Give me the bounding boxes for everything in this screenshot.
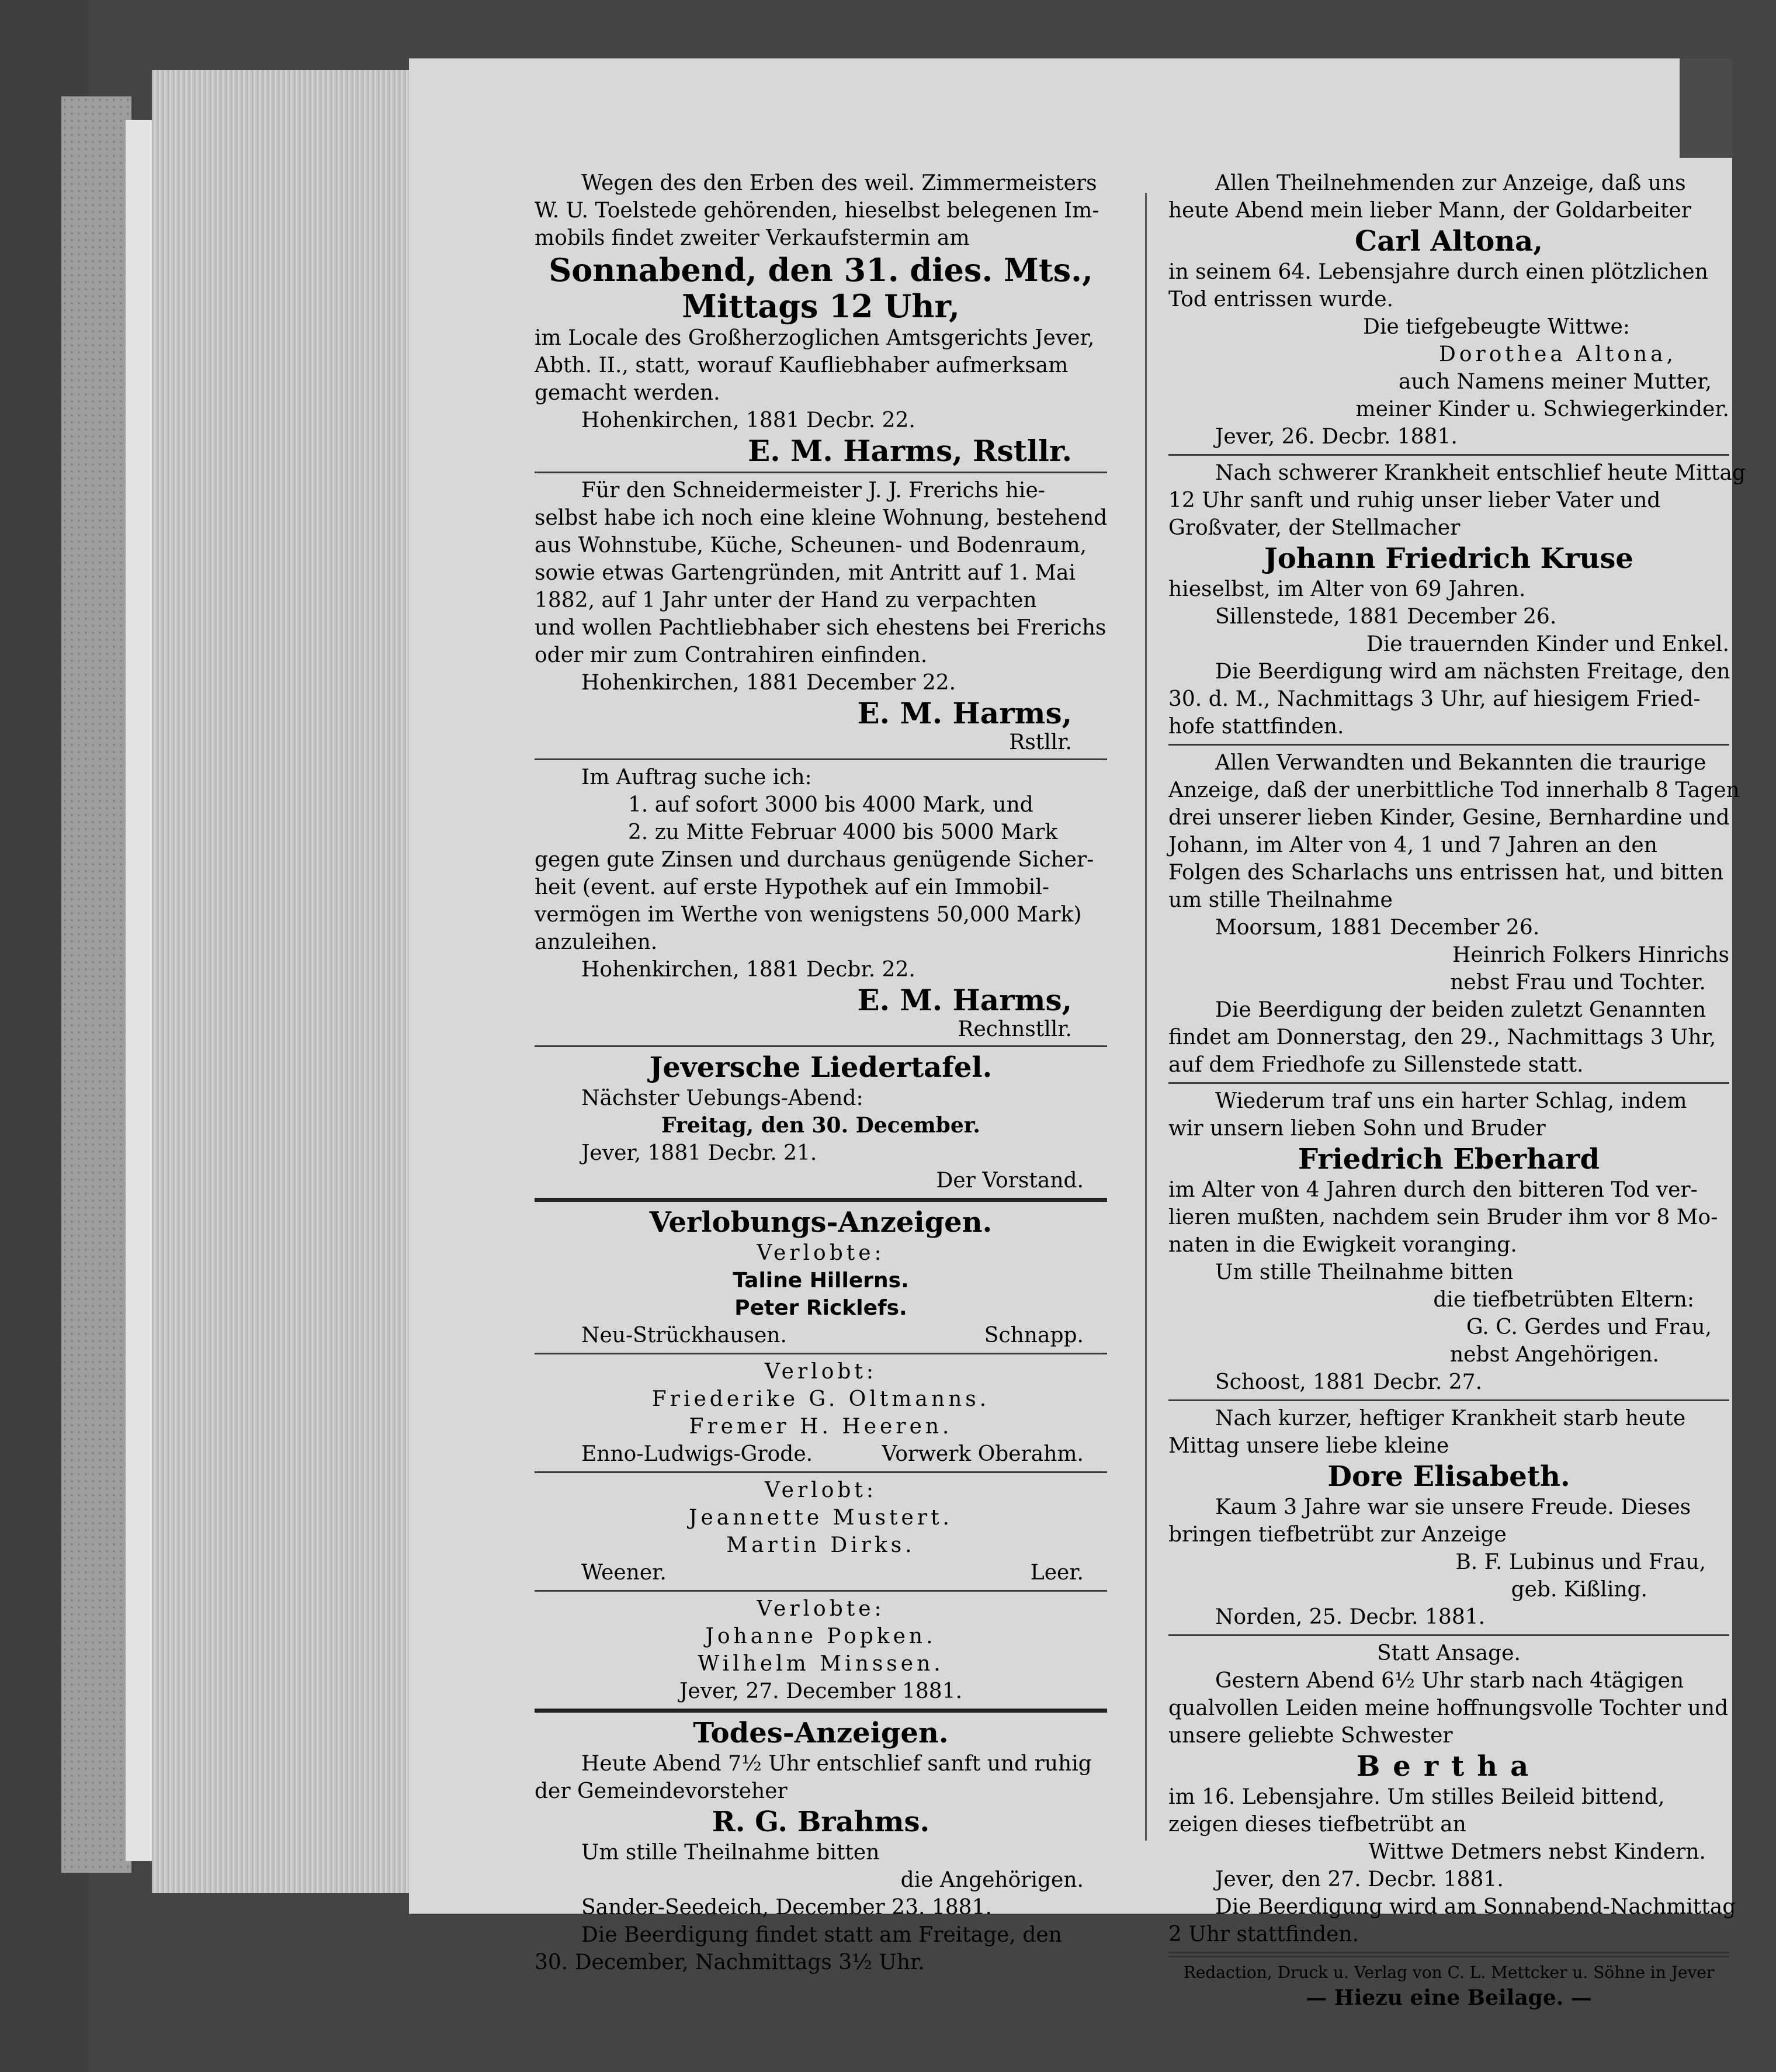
place-date: Sander-Seedeich, December 23. 1881. [581, 1896, 992, 1919]
text-line: Kaum 3 Jahre war sie unsere Freude. Dieses [1215, 1495, 1691, 1519]
text-line: Die Beerdigung wird am Sonnabend-Nachmittag [1215, 1895, 1736, 1919]
text-line: Die Beerdigung wird am nächsten Freitage, den [1215, 660, 1730, 684]
divider [1168, 1082, 1729, 1084]
text-line: naten in die Ewigkeit voranging. [1168, 1233, 1517, 1257]
text-line: 30. d. M., Nachmittags 3 Uhr, auf hiesigem Fried- [1168, 687, 1701, 711]
place-date: Norden, 25. Decbr. 1881. [1215, 1605, 1486, 1629]
divider [1168, 744, 1729, 746]
section-divider [535, 1709, 1107, 1713]
divider [1168, 454, 1729, 456]
notice-hinrichs [1168, 749, 1740, 1079]
ad-loan [535, 764, 1107, 1042]
signature: Die trauernden Kinder und Enkel. [1366, 632, 1729, 656]
signature: die Angehörigen. [900, 1868, 1084, 1892]
place-date: Hohenkirchen, 1881 Decbr. 22. [581, 408, 915, 432]
text-line: und wollen Pachtliebhaber sich ehestens bei Frerichs [535, 616, 1106, 640]
place-date: Jever, 1881 Decbr. 21. [581, 1141, 817, 1165]
signature: Dorothea Altona, [1438, 342, 1677, 366]
text-line: 2 Uhr stattfinden. [1168, 1922, 1359, 1946]
deaths-section [535, 1716, 1107, 1976]
text-line: Für den Schneidermeister J. J. Frerichs hie- [581, 479, 1045, 503]
signature: E. M. Harms, [857, 983, 1072, 1017]
event-date: Freitag, den 30. December. [661, 1113, 980, 1138]
text-line: Nächster Uebungs-Abend: [581, 1086, 863, 1110]
text-line: Folgen des Scharlachs uns entrissen hat, und bitten [1168, 861, 1724, 885]
divider [535, 1353, 1107, 1354]
place-left: Neu-Strückhausen. [581, 1323, 787, 1347]
text-line: oder mir zum Contrahiren einfinden. [535, 643, 928, 667]
text-line: bringen tiefbetrübt zur Anzeige [1168, 1523, 1507, 1547]
place-date: Jever, den 27. Decbr. 1881. [1215, 1867, 1504, 1891]
text-line: Um stille Theilnahme bitten [1215, 1260, 1514, 1284]
auction-time: Mittags 12 Uhr, [682, 287, 960, 325]
left-column [535, 169, 1107, 1976]
text-line: hofe stattfinden. [1168, 715, 1344, 739]
deceased-name: Dore Elisabeth. [1327, 1460, 1570, 1493]
text-line: vermögen im Werthe von wenigstens 50,000 Mark) [535, 903, 1082, 927]
name: Fremer H. Heeren. [689, 1415, 953, 1439]
divider [535, 1045, 1107, 1047]
signature: E. M. Harms, [857, 696, 1072, 730]
signature: die tiefbetrübten Eltern: [1433, 1288, 1694, 1312]
notice-elisabeth [1168, 1405, 1729, 1631]
section-heading: Jeversche Liedertafel. [649, 1051, 993, 1084]
divider [535, 758, 1107, 760]
signature: Die tiefgebeugte Wittwe: [1363, 315, 1630, 339]
text-line: findet am Donnerstag, den 29., Nachmittags 3 Uhr, [1168, 1025, 1716, 1049]
text-line: gemacht werden. [535, 381, 720, 405]
book-cover [61, 96, 131, 1873]
label: Verlobte: [757, 1241, 885, 1265]
signature: E. M. Harms, Rstllr. [748, 434, 1072, 468]
name: Taline Hillerns. [733, 1269, 909, 1293]
notice-bertha [1168, 1640, 1736, 1948]
supplement-note: — Hiezu eine Beilage. — [1306, 1986, 1592, 2010]
text-line: drei unserer lieben Kinder, Gesine, Bernhardine und [1168, 806, 1730, 830]
place-row [535, 1440, 1107, 1468]
place-date: Schoost, 1881 Decbr. 27. [1215, 1370, 1483, 1394]
notice-header: Statt Ansage. [1377, 1641, 1521, 1665]
divider [1168, 1399, 1729, 1401]
ad-auction [535, 169, 1107, 468]
label: Verlobt: [764, 1478, 877, 1502]
place-left: Enno-Ludwigs-Grode. [581, 1442, 813, 1466]
signature-title: Rstllr. [1009, 730, 1072, 754]
place-date: Sillenstede, 1881 December 26. [1215, 605, 1557, 629]
text-line: selbst habe ich noch eine kleine Wohnung, bestehend [535, 506, 1108, 530]
text-line: 1882, auf 1 Jahr unter der Hand zu verpachten [535, 588, 1037, 612]
signature: auch Namens meiner Mutter, [1398, 370, 1712, 394]
list-item: 1. auf sofort 3000 bis 4000 Mark, und [628, 793, 1033, 817]
label: Verlobte: [757, 1597, 885, 1621]
text-line: Die Beerdigung findet statt am Freitage, den [581, 1923, 1062, 1947]
text-line: 12 Uhr sanft und ruhig unser lieber Vater und [1168, 488, 1661, 512]
text-line: Nach kurzer, heftiger Krankheit starb heute [1215, 1406, 1686, 1430]
divider [535, 472, 1107, 473]
deceased-name: Friedrich Eberhard [1298, 1143, 1600, 1176]
signature: Der Vorstand. [936, 1169, 1084, 1193]
signature: G. C. Gerdes und Frau, [1466, 1315, 1712, 1339]
text-line: hieselbst, im Alter von 69 Jahren. [1168, 577, 1526, 601]
text-line: Gestern Abend 6½ Uhr starb nach 4tägigen [1215, 1669, 1684, 1693]
text-line: Johann, im Alter von 4, 1 und 7 Jahren an den [1168, 833, 1657, 857]
column-divider [1145, 193, 1147, 1841]
signature: Heinrich Folkers Hinrichs [1452, 943, 1729, 967]
notice-eberhard [1168, 1087, 1729, 1396]
divider [535, 1590, 1107, 1592]
label: Verlobt: [764, 1360, 877, 1384]
signature: Wittwe Detmers nebst Kindern. [1368, 1840, 1706, 1864]
text-line: Die Beerdigung der beiden zuletzt Genannten [1215, 998, 1706, 1022]
name: Johanne Popken. [705, 1624, 936, 1648]
deceased-name: Johann Friedrich Kruse [1264, 542, 1633, 575]
text-line: unsere geliebte Schwester [1168, 1724, 1453, 1748]
place-right: Schnapp. [984, 1323, 1084, 1347]
section-heading: Verlobungs-Anzeigen. [649, 1206, 993, 1239]
text-line: wir unsern lieben Sohn und Bruder [1168, 1117, 1546, 1141]
text-line: Tod entrissen wurde. [1168, 287, 1393, 311]
place-date: Jever, 26. Decbr. 1881. [1215, 425, 1458, 449]
section-divider [1168, 1952, 1729, 1957]
text-line: Allen Theilnehmenden zur Anzeige, daß uns [1215, 171, 1686, 195]
text-line: Wiederum traf uns ein harter Schlag, indem [1215, 1089, 1687, 1113]
place-date: Hohenkirchen, 1881 Decbr. 22. [581, 958, 915, 982]
deceased-name: Bertha [1356, 1750, 1542, 1783]
text-line: Großvater, der Stellmacher [1168, 516, 1461, 540]
list-item: 2. zu Mitte Februar 4000 bis 5000 Mark [628, 820, 1058, 844]
text-line: Mittag unsere liebe kleine [1168, 1434, 1449, 1458]
name: Peter Ricklefs. [734, 1296, 907, 1320]
text-line: Anzeige, daß der unerbittliche Tod innerhalb 8 Tagen [1168, 778, 1740, 802]
text-line: Nach schwerer Krankheit entschlief heute Mittag [1215, 461, 1746, 485]
imprint: Redaction, Druck u. Verlag von C. L. Mettcker u. Söhne in Jever [1183, 1963, 1715, 1982]
auction-date: Sonnabend, den 31. dies. Mts., [549, 251, 1093, 289]
signature-title: Rechnstllr. [958, 1017, 1072, 1041]
place-date: Moorsum, 1881 December 26. [1215, 916, 1540, 940]
text-line: Wegen des den Erben des weil. Zimmermeisters [581, 171, 1097, 195]
section-heading: Todes-Anzeigen. [693, 1717, 949, 1749]
signature: nebst Frau und Tochter. [1450, 971, 1706, 995]
text-line: Im Auftrag suche ich: [581, 765, 812, 789]
cover-edge [126, 120, 152, 1861]
deceased-name: R. G. Brahms. [712, 1806, 930, 1838]
ad-liedertafel [535, 1051, 1107, 1194]
signature: nebst Angehörigen. [1449, 1343, 1659, 1367]
place-date: Hohenkirchen, 1881 December 22. [581, 671, 956, 695]
text-line: sowie etwas Gartengründen, mit Antritt auf 1. Mai [535, 561, 1076, 585]
text-line: heute Abend mein lieber Mann, der Goldarbeiter [1168, 199, 1691, 223]
text-line: W. U. Toelstede gehörenden, hieselbst belegenen Im- [535, 199, 1099, 223]
deceased-name: Carl Altona, [1355, 225, 1543, 258]
text-line: zeigen dieses tiefbetrübt an [1168, 1813, 1466, 1837]
place-row [535, 1559, 1107, 1586]
place-date: Jever, 27. December 1881. [679, 1679, 963, 1703]
engagements-section [535, 1205, 1107, 1705]
text-line: der Gemeindevorsteher [535, 1779, 788, 1803]
text-line: mobils findet zweiter Verkaufstermin am [535, 226, 970, 250]
place-left: Weener. [581, 1561, 667, 1585]
text-line: im 16. Lebensjahre. Um stilles Beileid bittend, [1168, 1785, 1665, 1809]
text-line: Um stille Theilnahme bitten [581, 1841, 880, 1865]
name: Martin Dirks. [726, 1533, 915, 1557]
section-divider [535, 1198, 1107, 1202]
notice-altona [1168, 169, 1729, 451]
signature: B. F. Lubinus und Frau, [1455, 1550, 1706, 1574]
text-line: in seinem 64. Lebensjahre durch einen plötzlichen [1168, 260, 1708, 284]
text-line: um stille Theilnahme [1168, 888, 1393, 912]
divider [535, 1471, 1107, 1473]
name: Wilhelm Minssen. [698, 1652, 944, 1676]
text-line: im Alter von 4 Jahren durch den bitteren Tod ver- [1168, 1178, 1698, 1202]
page-stack-edges [152, 70, 409, 1893]
text-line: Allen Verwandten und Bekannten die traurige [1215, 751, 1706, 775]
text-line: anzuleihen. [535, 930, 658, 954]
text-line: im Locale des Großherzoglichen Amtsgerichts Jever, [535, 326, 1095, 350]
text-line: aus Wohnstube, Küche, Scheunen- und Bodenraum, [535, 533, 1087, 557]
signature: geb. Kißling. [1511, 1578, 1647, 1602]
place-row [535, 1322, 1107, 1349]
text-line: gegen gute Zinsen und durchaus genügende Sicher- [535, 848, 1094, 872]
text-line: heit (event. auf erste Hypothek auf ein Immobil- [535, 875, 1049, 899]
name: Friederike G. Oltmanns. [651, 1387, 990, 1411]
place-right: Vorwerk Oberahm. [882, 1442, 1084, 1466]
torn-corner [1680, 58, 1732, 158]
text-line: Abth. II., statt, worauf Kaufliebhaber aufmerksam [535, 354, 1069, 377]
ad-lease [535, 477, 1107, 755]
text-line: 30. December, Nachmittags 3½ Uhr. [535, 1950, 925, 1974]
signature: meiner Kinder u. Schwiegerkinder. [1355, 397, 1729, 421]
text-line: auf dem Friedhofe zu Sillenstede statt. [1168, 1053, 1584, 1077]
place-right: Leer. [1030, 1561, 1084, 1585]
right-column [1168, 169, 1746, 2011]
name: Jeannette Mustert. [689, 1506, 953, 1530]
divider [1168, 1634, 1729, 1636]
text-line: lieren mußten, nachdem sein Bruder ihm vor 8 Mo- [1168, 1205, 1718, 1229]
notice-kruse [1168, 459, 1746, 740]
text-line: qualvollen Leiden meine hoffnungsvolle Tochter und [1168, 1696, 1729, 1720]
text-line: Heute Abend 7½ Uhr entschlief sanft und ruhig [581, 1752, 1092, 1776]
